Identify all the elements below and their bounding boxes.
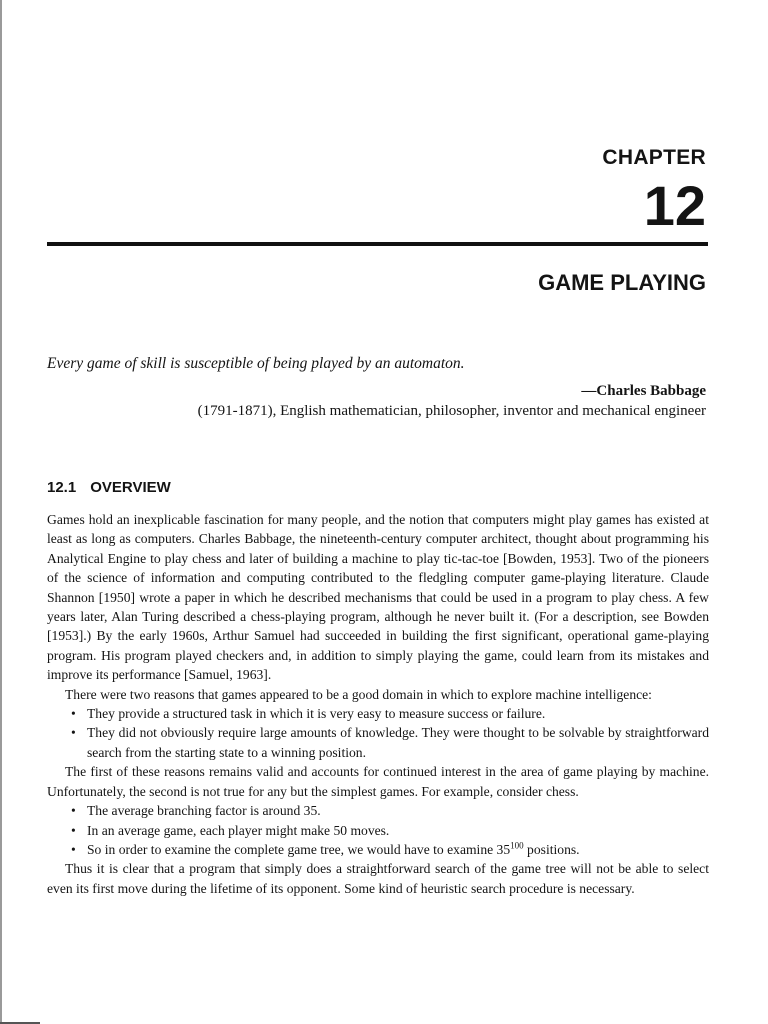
section-heading — [47, 479, 171, 496]
bullet-icon: • — [71, 706, 76, 722]
list-item-text: The average branching factor is around 35. — [87, 803, 321, 819]
scan-edge — [0, 0, 2, 1024]
epigraph-quote: Every game of skill is susceptible of being played by an automaton. — [47, 355, 465, 372]
chess-facts-list — [47, 801, 709, 859]
list-item — [71, 801, 709, 820]
bullet-icon: • — [71, 822, 76, 838]
list-item-text: So in order to examine the complete game tree, we would have to examine 35 — [87, 841, 511, 857]
paragraph-intro: Games hold an inexplicable fascination for many people, and the notion that computers might play games has existed at least as long as computers. Charles Babbage, the nineteenth-century computer architect, thought about programming his Analytical Engine to play chess and later of building a machine to play tic-tac-toe [Bowden, 1953]. Two of the pioneers of the science of information and computing contributed to the fledgling computer game-playing literature. Claude Shannon [1950] wrote a paper in which he described mechanisms that could be used in a program to play chess. A few years later, Alan Turing described a chess-playing program, although he never built it. (For a description, see Bowden [1953].) By the early 1960s, Arthur Samuel had succeeded in building the first significant, operational game-playing program. His program played checkers and, in addition to simply playing the game, could learn from its mistakes and improve its performance [Samuel, 1963]. — [47, 512, 709, 683]
epigraph-author-bio: (1791-1871), English mathematician, philosopher, inventor and mechanical engineer — [197, 403, 706, 419]
list-item-text: They did not obviously require large amounts of knowledge. They were thought to be solvable by straightforward search from the starting state to a winning position. — [87, 725, 709, 760]
bullet-icon: • — [71, 841, 76, 857]
exponent: 100 — [510, 840, 524, 851]
bullet-icon: • — [71, 725, 76, 741]
list-item — [71, 704, 709, 723]
chapter-title: GAME PLAYING — [538, 270, 706, 295]
list-item-text: In an average game, each player might make 50 moves. — [87, 822, 390, 838]
list-item — [71, 821, 709, 840]
body-text — [47, 510, 709, 898]
chapter-number: 12 — [643, 174, 706, 237]
bullet-icon: • — [71, 803, 76, 819]
paragraph-reasons-intro: There were two reasons that games appeared to be a good domain in which to explore machine intelligence: — [65, 686, 652, 702]
list-item — [71, 840, 709, 859]
paragraph-conclusion: Thus it is clear that a program that simply does a straightforward search of the game tree will not be able to select even its first move during the lifetime of its opponent. Some kind of heuristic search procedure is necessary. — [47, 861, 709, 896]
section-number: 12.1 — [47, 479, 77, 496]
paragraph-chess: The first of these reasons remains valid and accounts for continued interest in the area of game playing by machine. Unfortunately, the second is not true for any but the simplest games. For example, consider chess. — [47, 764, 709, 799]
epigraph-author: —Charles Babbage — [581, 383, 706, 399]
chapter-label: CHAPTER — [602, 146, 706, 169]
list-item-text-end: positions. — [523, 841, 580, 857]
chapter-rule-divider — [47, 242, 708, 246]
section-title: OVERVIEW — [90, 479, 171, 496]
reasons-list — [47, 704, 709, 762]
list-item-text: They provide a structured task in which it is very easy to measure success or failure. — [87, 706, 546, 722]
list-item — [71, 723, 709, 762]
